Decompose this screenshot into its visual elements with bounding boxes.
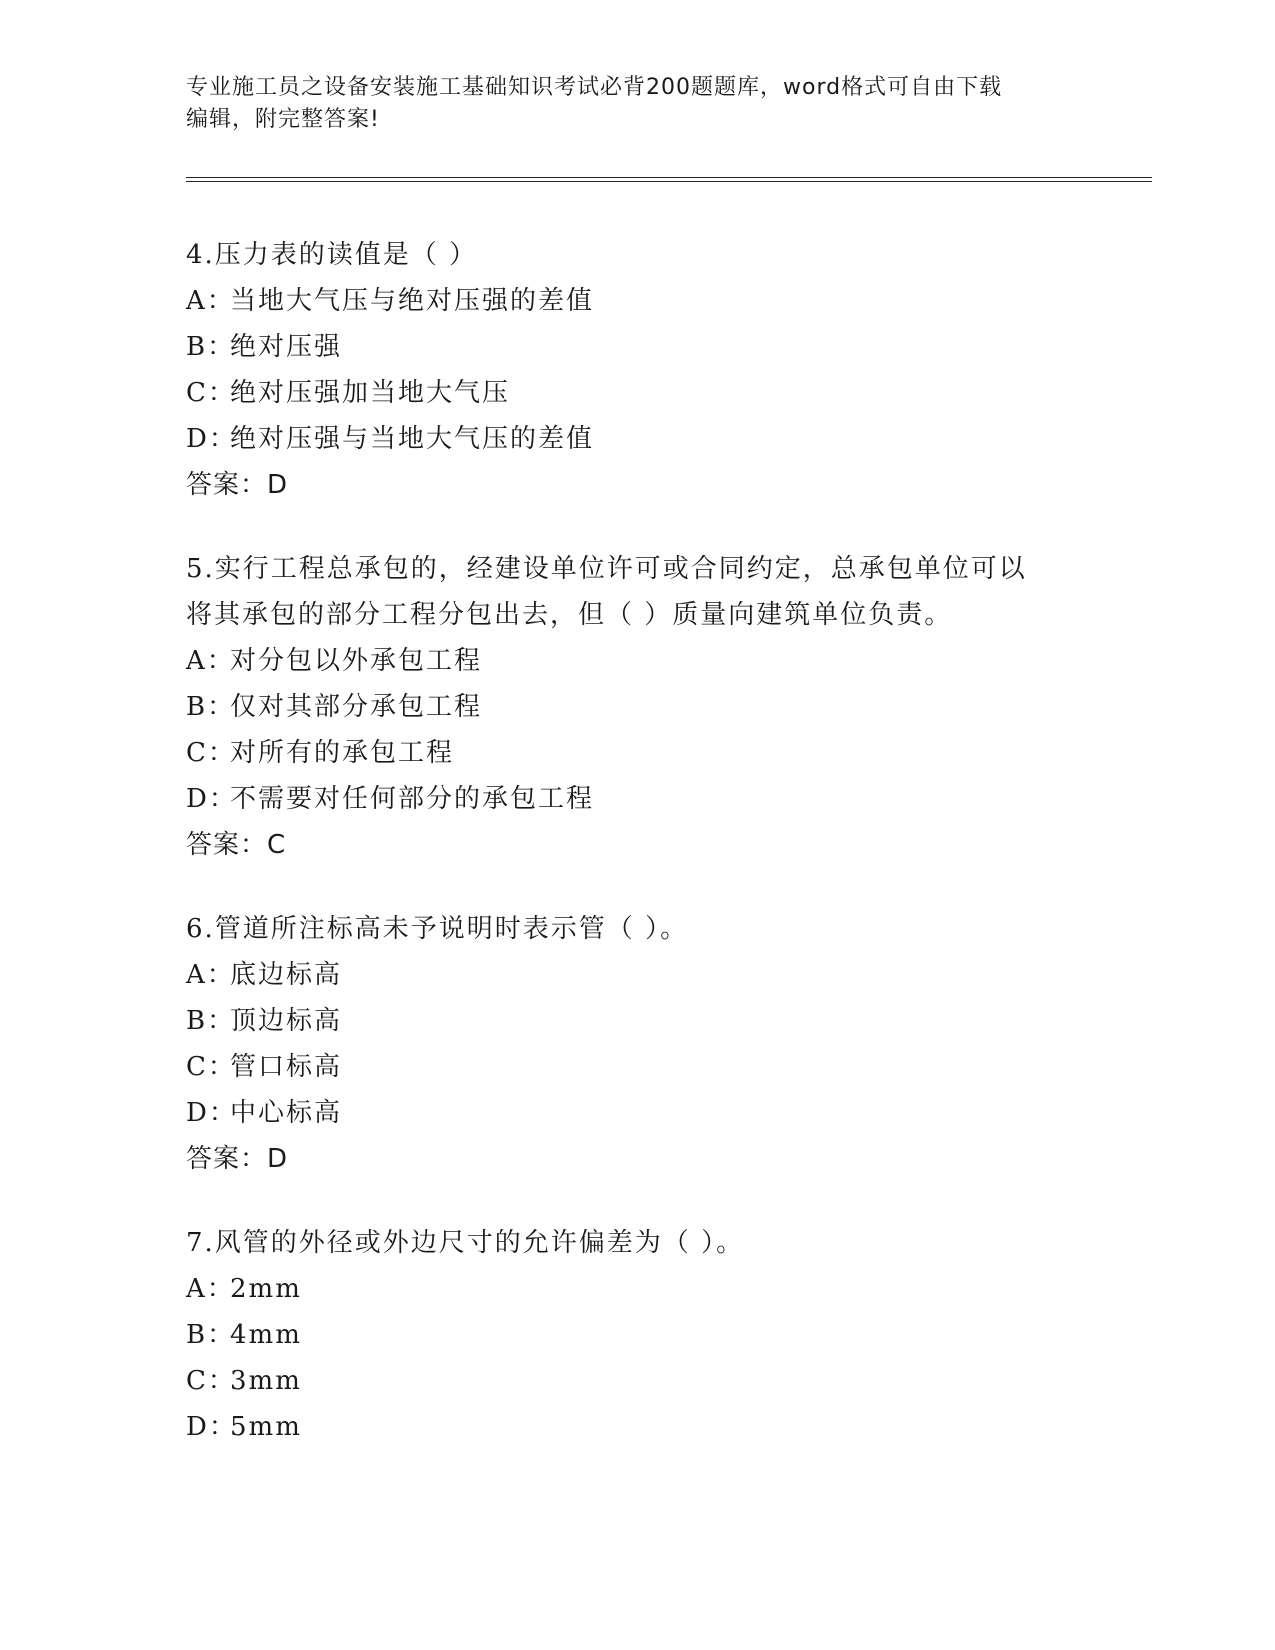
question-block [186,232,1146,508]
option-text: 2mm [230,1274,302,1304]
option-letter: D： [186,784,237,814]
option-row [186,1266,1146,1312]
option-letter: D： [186,424,237,454]
header-line-1: 专业施工员之设备安装施工基础知识考试必背200题题库，word格式可自由下载 [186,75,1003,100]
answer-line: 答案：D [186,1144,289,1174]
option-letter: C： [186,738,236,768]
option-letter: B： [186,1320,236,1350]
option-letter: A： [186,646,235,676]
header-line-2: 编辑，附完整答案! [186,107,380,132]
option-text: 当地大气压与绝对压强的差值 [230,286,595,316]
option-row [186,1404,1146,1450]
answer-line: 答案：D [186,470,289,500]
question-stem: 5.实行工程总承包的，经建设单位许可或合同约定，总承包单位可以 [186,554,1027,584]
document-header [186,72,1066,136]
option-letter: B： [186,332,236,362]
header-divider-top [186,177,1152,178]
option-row [186,324,1146,370]
option-text: 5mm [230,1412,302,1442]
question-block [186,906,1146,1182]
option-text: 底边标高 [230,960,343,990]
option-text: 对所有的承包工程 [230,738,455,768]
question-block [186,546,1146,868]
option-row [186,684,1146,730]
option-letter: C： [186,1052,236,1082]
option-row [186,952,1146,998]
option-letter: A： [186,286,235,316]
option-letter: B： [186,1006,236,1036]
option-text: 4mm [230,1320,302,1350]
option-letter: A： [186,960,235,990]
option-text: 中心标高 [230,1098,343,1128]
option-row [186,730,1146,776]
option-row [186,278,1146,324]
question-stem: 将其承包的部分工程分包出去，但（ ）质量向建筑单位负责。 [186,600,953,630]
option-row [186,1090,1146,1136]
question-list [186,232,1146,1488]
option-row [186,776,1146,822]
option-row [186,998,1146,1044]
option-text: 绝对压强 [230,332,343,362]
option-letter: D： [186,1098,237,1128]
option-letter: C： [186,378,236,408]
option-letter: D： [186,1412,237,1442]
answer-line: 答案：C [186,830,287,860]
question-stem: 4.压力表的读值是（ ） [186,240,478,270]
header-divider-bottom [186,181,1152,182]
option-row [186,370,1146,416]
option-text: 对分包以外承包工程 [230,646,483,676]
option-row [186,416,1146,462]
option-letter: B： [186,692,236,722]
option-text: 绝对压强加当地大气压 [230,378,511,408]
option-text: 不需要对任何部分的承包工程 [230,784,595,814]
question-block [186,1220,1146,1450]
option-letter: A： [186,1274,235,1304]
option-text: 顶边标高 [230,1006,343,1036]
option-text: 管口标高 [230,1052,343,1082]
option-text: 绝对压强与当地大气压的差值 [230,424,595,454]
option-row [186,1358,1146,1404]
option-letter: C： [186,1366,236,1396]
question-stem: 7.风管的外径或外边尺寸的允许偏差为（ ）。 [186,1228,745,1258]
option-row [186,1044,1146,1090]
option-row [186,638,1146,684]
option-text: 仅对其部分承包工程 [230,692,483,722]
option-text: 3mm [230,1366,302,1396]
option-row [186,1312,1146,1358]
question-stem: 6.管道所注标高未予说明时表示管（ ）。 [186,914,689,944]
